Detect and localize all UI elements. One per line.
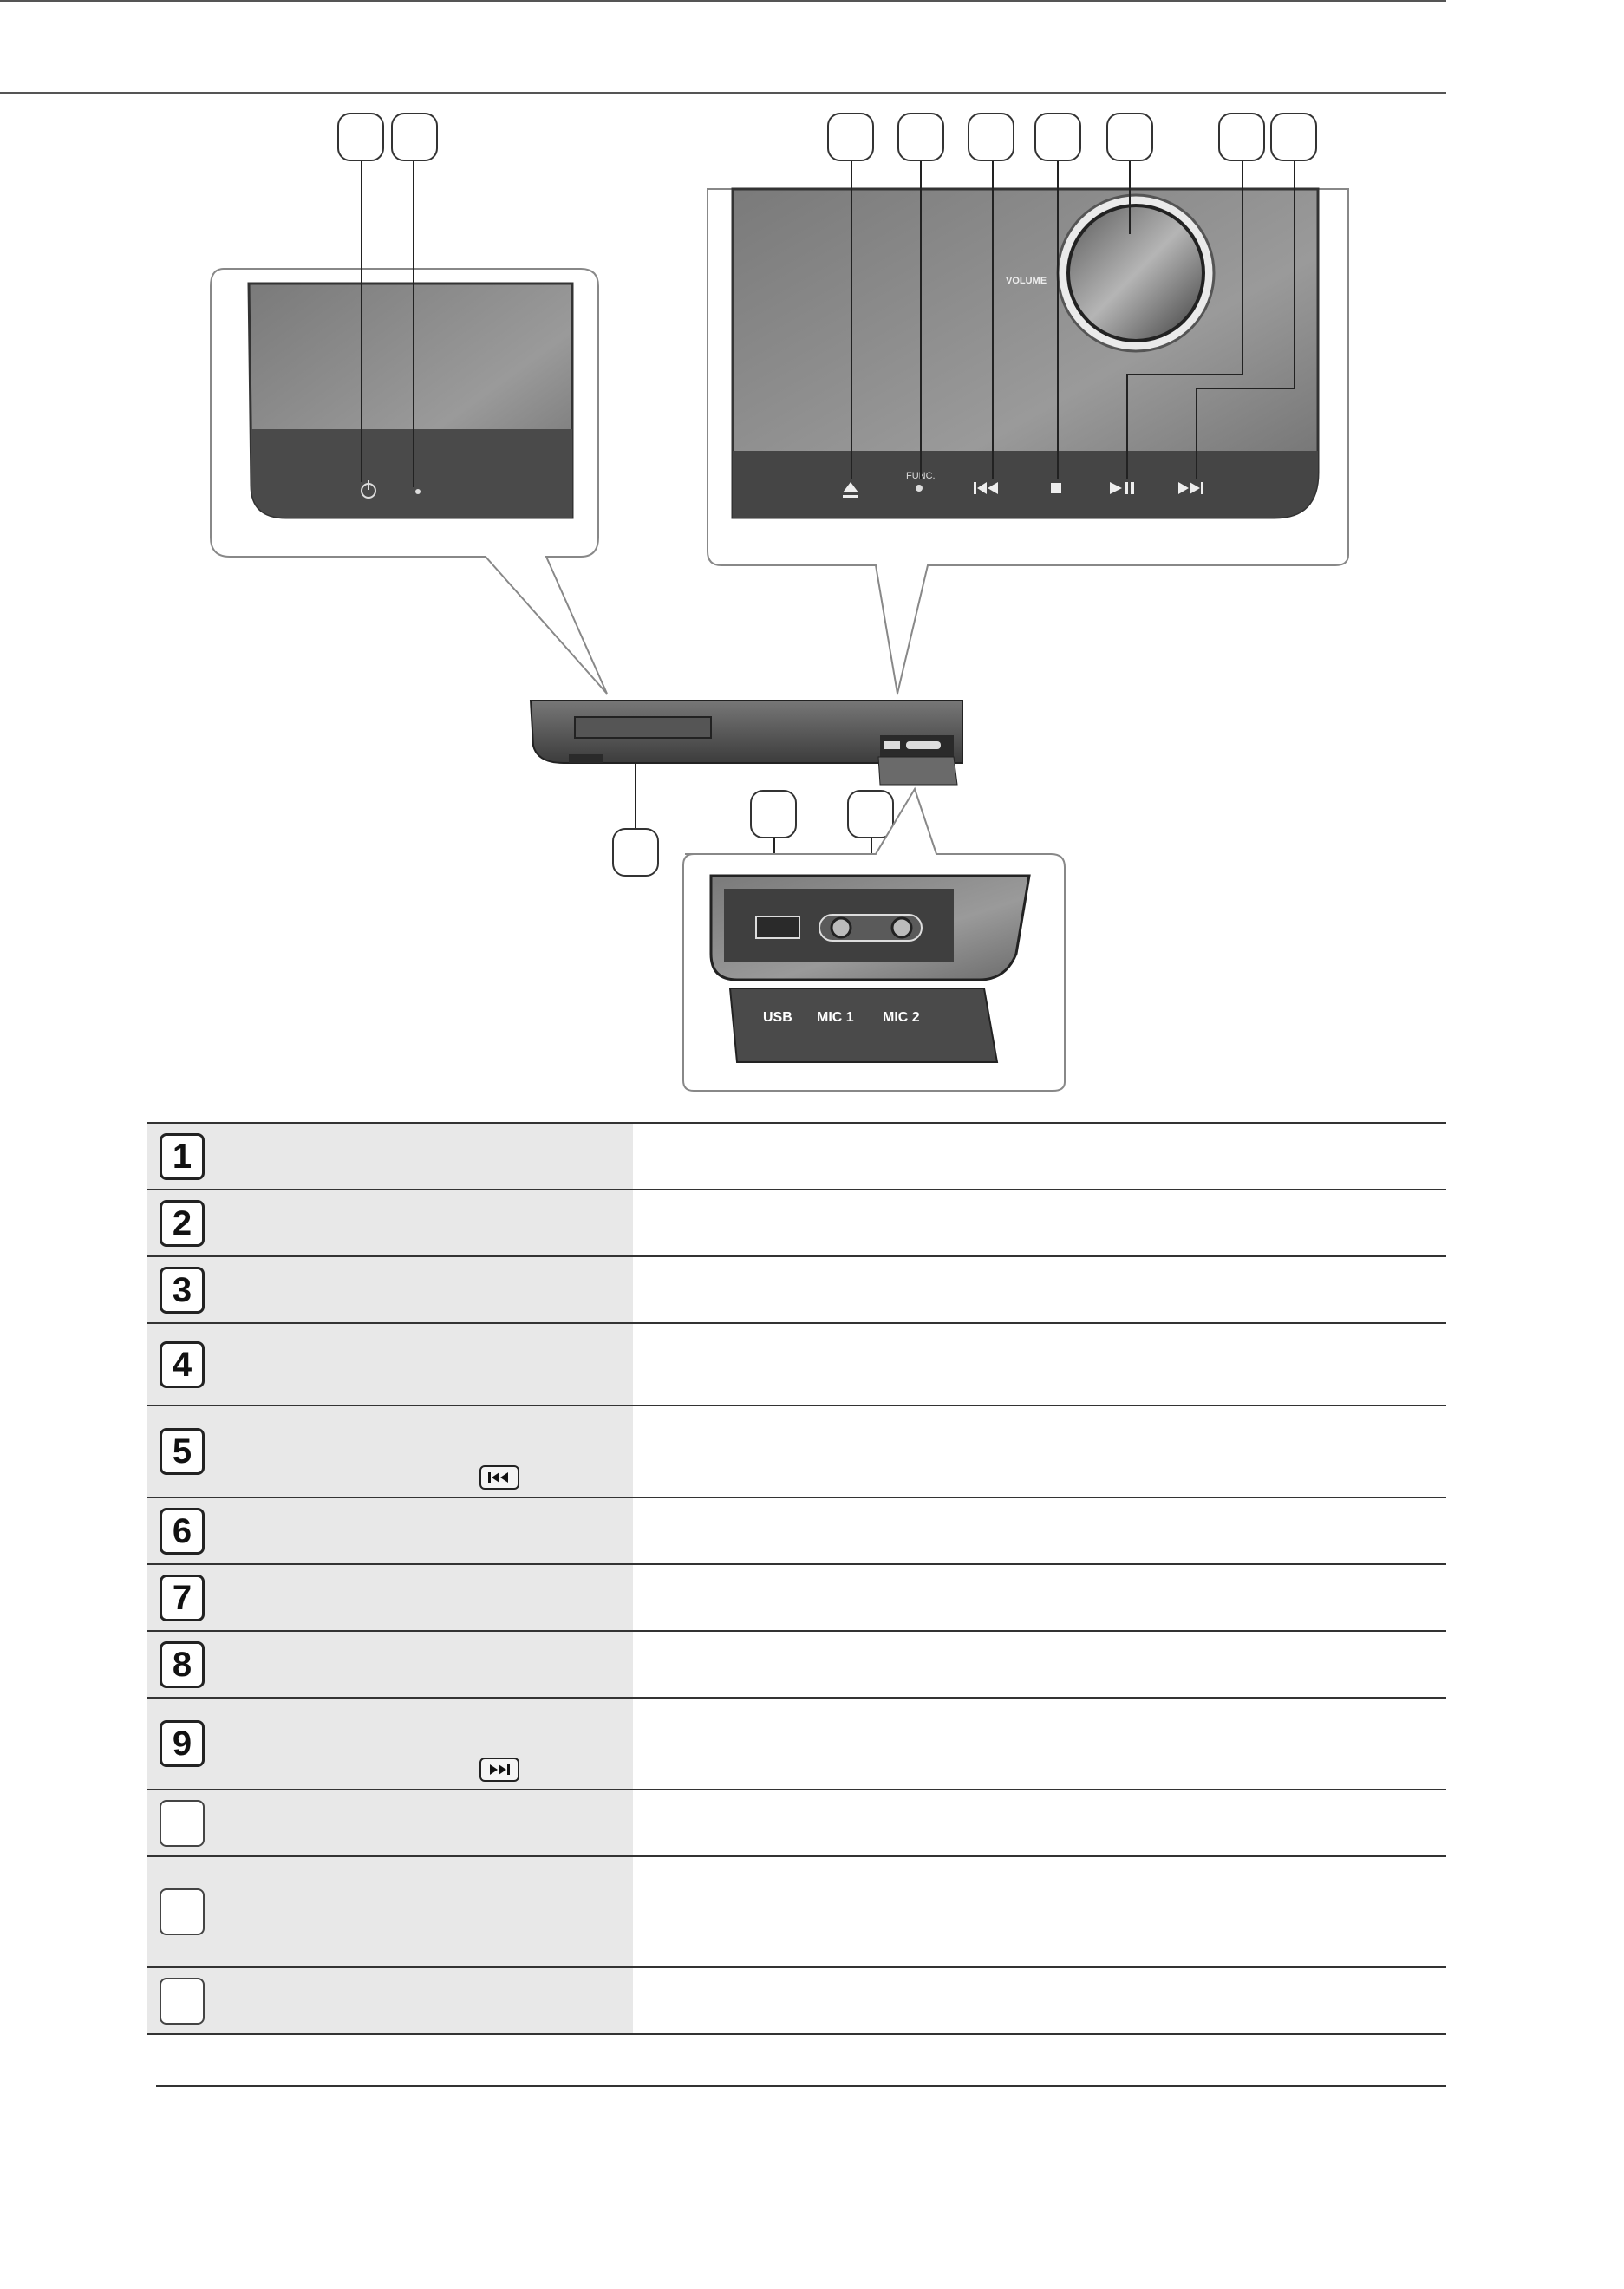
- table-row: [147, 1405, 1446, 1497]
- table-row: [147, 1698, 1446, 1790]
- row-number: [160, 1978, 205, 2025]
- table-row: [147, 1790, 1446, 1856]
- volume-label: VOLUME: [1006, 276, 1047, 286]
- skip-back-button-icon: [479, 1465, 519, 1490]
- right-callout: [708, 189, 1348, 694]
- table-row: [147, 1856, 1446, 1967]
- table-row: [147, 1123, 1446, 1190]
- table-row: [147, 1190, 1446, 1256]
- row-number: [160, 1888, 205, 1935]
- stop-icon[interactable]: [1051, 483, 1061, 493]
- func-button[interactable]: [916, 485, 923, 492]
- mic2-label: MIC 2: [883, 1010, 920, 1025]
- mic1-label: MIC 1: [817, 1010, 854, 1025]
- footer-rule: [156, 2085, 1446, 2087]
- row-number: 9: [160, 1720, 205, 1767]
- parts-table: [147, 1122, 1446, 2035]
- standby-indicator-icon: [415, 489, 421, 494]
- table-row: [147, 1497, 1446, 1564]
- row-number: 4: [160, 1341, 205, 1388]
- row-number: 5: [160, 1428, 205, 1475]
- table-row: [147, 1631, 1446, 1698]
- row-number: 6: [160, 1508, 205, 1555]
- row-number: 8: [160, 1641, 205, 1688]
- table-row: [147, 1323, 1446, 1405]
- row-number: [160, 1800, 205, 1847]
- row-number: 3: [160, 1267, 205, 1314]
- usb-port[interactable]: [756, 916, 799, 938]
- table-row: [147, 1564, 1446, 1631]
- usb-label: USB: [763, 1010, 792, 1025]
- row-number: 2: [160, 1200, 205, 1247]
- skip-forward-button-icon: [479, 1758, 519, 1782]
- display-window: [575, 717, 711, 738]
- mic1-jack[interactable]: [832, 918, 851, 937]
- row-number: 1: [160, 1133, 205, 1180]
- unit-body: [531, 701, 962, 785]
- row-number: 7: [160, 1575, 205, 1621]
- table-row: [147, 1256, 1446, 1323]
- func-label: FUNC.: [906, 471, 936, 481]
- left-callout: [211, 269, 607, 694]
- mic2-jack[interactable]: [892, 918, 911, 937]
- front-panel-diagram: [0, 0, 1624, 1101]
- table-row: [147, 1967, 1446, 2034]
